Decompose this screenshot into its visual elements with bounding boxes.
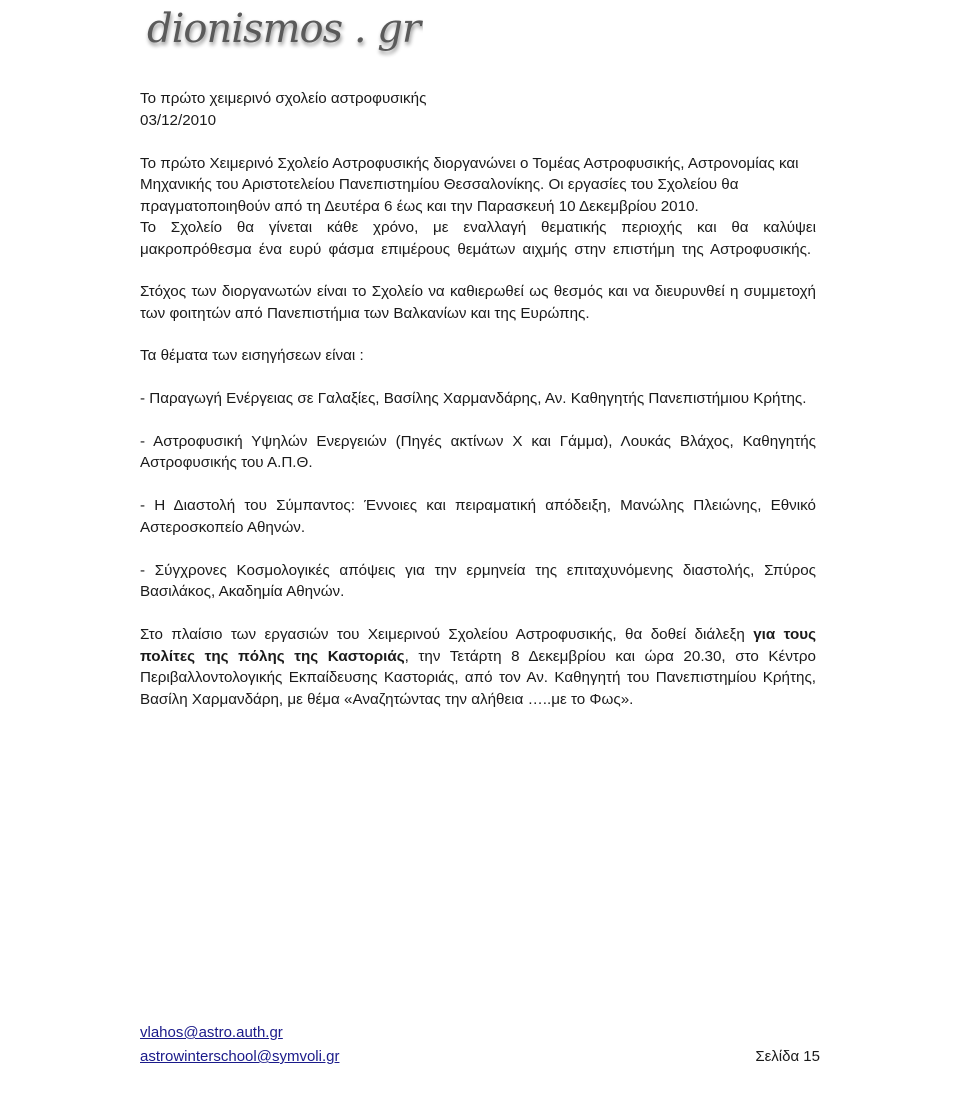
closing-text-end: , την Τετάρτη 8 Δεκεμβρίου και ώρα 20.30, στο Κέντρο Περιβαλλοντολογικής Εκπαίδευσης Καστοριάς, από τον Αν. Καθηγητή του Πανεπιστημίου Κρήτης, Βασίλη Χαρμανδάρη, με θέμα «Αναζητώντας την αλήθεια …..με το Φως». <box>140 647 816 708</box>
closing-text-bold: για τους πολίτες της πόλης της Καστοριάς <box>140 626 816 665</box>
article-date: 03/12/2010 <box>140 111 217 129</box>
email-link-astrowinterschool[interactable]: astrowinterschool@symvoli.gr <box>140 1048 340 1065</box>
email-link-vlahos[interactable]: vlahos@astro.auth.gr <box>140 1024 283 1041</box>
site-logo <box>143 0 423 70</box>
article-body <box>140 88 816 710</box>
page-footer <box>140 1021 820 1069</box>
article-title: Το πρώτο χειμερινό σχολείο αστροφυσικής <box>140 90 427 107</box>
logo-graphic <box>143 0 423 70</box>
topic-item: - Αστροφυσική Υψηλών Ενεργειών (Πηγές ακτίνων Χ και Γάμμα), Λουκάς Βλάχος, Καθηγητής Αστροφυσικής του Α.Π.Θ. <box>140 432 816 471</box>
article-header <box>140 88 816 131</box>
intro-paragraph: Το πρώτο Χειμερινό Σχολείο Αστροφυσικής διοργανώνει ο Τομέας Αστροφυσικής, Αστρονομίας και Μηχανικής του Αριστοτελείου Πανεπιστημίου Θεσσαλονίκης. Οι εργασίες του Σχολείου θα πραγματοποιηθούν από τη Δευτέρα 6 έως και την Παρασκευή 10 Δεκεμβρίου 2010. <box>140 154 799 215</box>
closing-paragraph <box>140 624 816 710</box>
page-number: Σελίδα 15 <box>755 1048 820 1065</box>
topics-heading: Τα θέματα των εισηγήσεων είναι : <box>140 347 364 364</box>
paragraph-school-annual: Το Σχολείο θα γίνεται κάθε χρόνο, με εναλλαγή θεματικής περιοχής και θα καλύψει μακροπρόθεσμα ένα ευρύ φάσμα επιμέρους θεμάτων αιχμής στην επιστήμη της Αστροφυσικής. <box>140 219 816 258</box>
topic-item: - Η Διαστολή του Σύμπαντος: Έννοιες και πειραματική απόδειξη, Μανώλης Πλειώνης, Εθνικό Αστεροσκοπείο Αθηνών. <box>140 497 816 536</box>
paragraph-goal: Στόχος των διοργανωτών είναι το Σχολείο να καθιερωθεί ως θεσμός και να διευρυνθεί η συμμετοχή των φοιτητών από Πανεπιστήμια των Βαλκανίων και της Ευρώπης. <box>140 283 816 322</box>
logo-text: dionismos . gr <box>147 6 420 52</box>
closing-text-start: Στο πλαίσιο των εργασιών του Χειμερινού Σχολείου Αστροφυσικής, θα δοθεί διάλεξη <box>140 626 754 643</box>
topic-item: - Παραγωγή Ενέργειας σε Γαλαξίες, Βασίλης Χαρμανδάρης, Αν. Καθηγητής Πανεπιστήμιου Κρήτης. <box>140 389 807 407</box>
topic-item: - Σύγχρονες Κοσμολογικές απόψεις για την ερμηνεία της επιταχυνόμενης διαστολής, Σπύρος Βασιλάκος, Ακαδημία Αθηνών. <box>140 561 816 600</box>
